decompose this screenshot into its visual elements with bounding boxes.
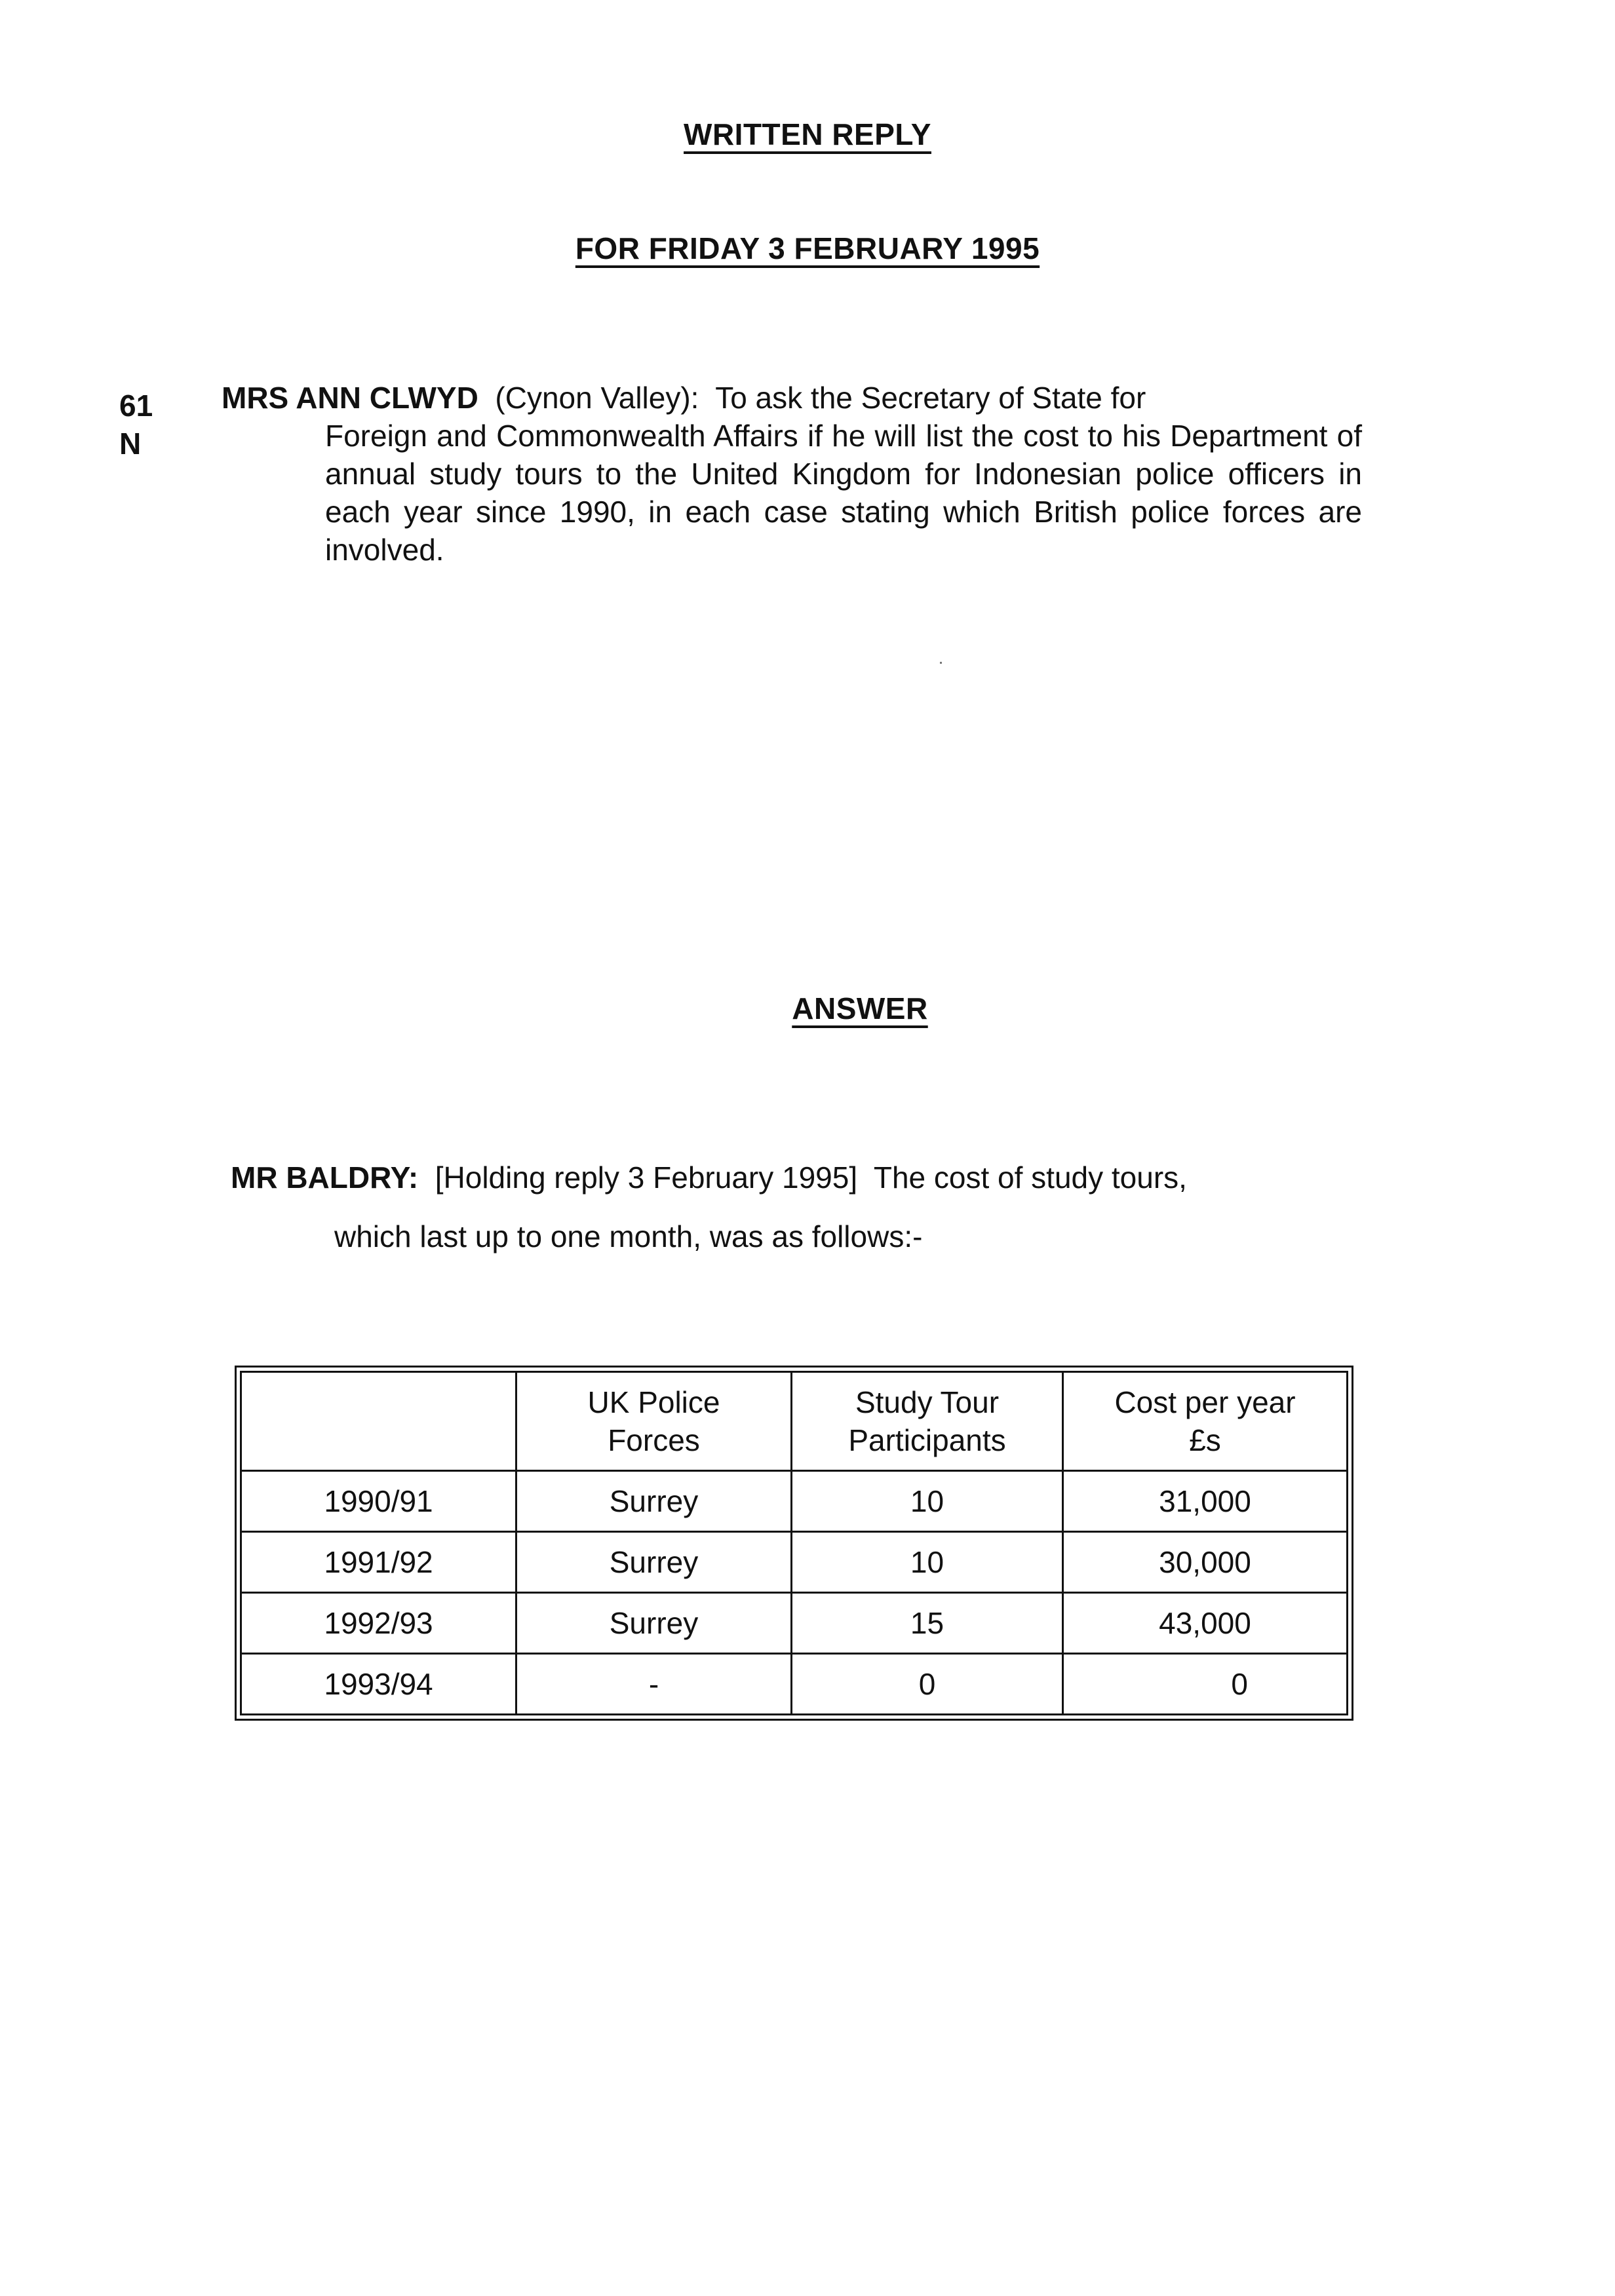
table-header-year bbox=[241, 1372, 516, 1471]
question-body: Foreign and Commonwealth Affairs if he will list the cost to his Department of annual study tours to the United Kingdom for Indonesian police officers in each year since 1990, in each case stating which British police forces are involved. bbox=[325, 419, 1362, 567]
question-letter: N bbox=[119, 427, 142, 461]
table-cell-cost: 43,000 bbox=[1063, 1593, 1348, 1654]
answer-text bbox=[231, 1148, 1371, 1266]
table-header-forces: UK Police Forces bbox=[516, 1372, 792, 1471]
table-cell-participants: 15 bbox=[792, 1593, 1063, 1654]
answer-holding: [Holding reply 3 February 1995] bbox=[435, 1160, 858, 1195]
answer-first-line bbox=[231, 1160, 1187, 1195]
question-number: 61 bbox=[119, 389, 153, 423]
answer-speaker: MR BALDRY: bbox=[231, 1160, 419, 1195]
scan-speck bbox=[940, 662, 942, 664]
table-cell-year: 1992/93 bbox=[241, 1593, 516, 1654]
table-row bbox=[241, 1654, 1348, 1715]
cost-table-frame bbox=[235, 1366, 1353, 1721]
table-cell-year: 1993/94 bbox=[241, 1654, 516, 1715]
table-cell-participants: 0 bbox=[792, 1654, 1063, 1715]
table-cell-year: 1990/91 bbox=[241, 1471, 516, 1532]
table-cell-forces: Surrey bbox=[516, 1593, 792, 1654]
table-row bbox=[241, 1471, 1348, 1532]
date-heading bbox=[0, 231, 1615, 266]
table-cell-cost: 30,000 bbox=[1063, 1532, 1348, 1593]
question-text bbox=[222, 379, 1362, 569]
question-constituency: (Cynon Valley): bbox=[495, 381, 699, 415]
answer-second-line: which last up to one month, was as follows:- bbox=[334, 1219, 923, 1253]
table-row bbox=[241, 1593, 1348, 1654]
question-first-line bbox=[222, 379, 1362, 417]
table-cell-forces: - bbox=[516, 1654, 792, 1715]
question-opening: To ask the Secretary of State for bbox=[715, 381, 1146, 415]
answer-heading bbox=[52, 991, 1615, 1026]
table-cell-forces: Surrey bbox=[516, 1471, 792, 1532]
date-heading-text: FOR FRIDAY 3 FEBRUARY 1995 bbox=[575, 231, 1040, 265]
document-title bbox=[0, 117, 1615, 152]
table-cell-participants: 10 bbox=[792, 1471, 1063, 1532]
table-cell-cost: 31,000 bbox=[1063, 1471, 1348, 1532]
table-header-cost: Cost per year £s bbox=[1063, 1372, 1348, 1471]
cost-table bbox=[240, 1371, 1348, 1715]
table-cell-year: 1991/92 bbox=[241, 1532, 516, 1593]
table-cell-participants: 10 bbox=[792, 1532, 1063, 1593]
question-member: MRS ANN CLWYD bbox=[222, 381, 478, 415]
document-title-text: WRITTEN REPLY bbox=[684, 117, 931, 151]
table-cell-cost: 0 bbox=[1063, 1654, 1348, 1715]
table-header-participants: Study Tour Participants bbox=[792, 1372, 1063, 1471]
table-header-row bbox=[241, 1372, 1348, 1471]
table-cell-forces: Surrey bbox=[516, 1532, 792, 1593]
answer-opening: The cost of study tours, bbox=[873, 1160, 1187, 1195]
table-row bbox=[241, 1532, 1348, 1593]
answer-heading-text: ANSWER bbox=[792, 991, 928, 1025]
